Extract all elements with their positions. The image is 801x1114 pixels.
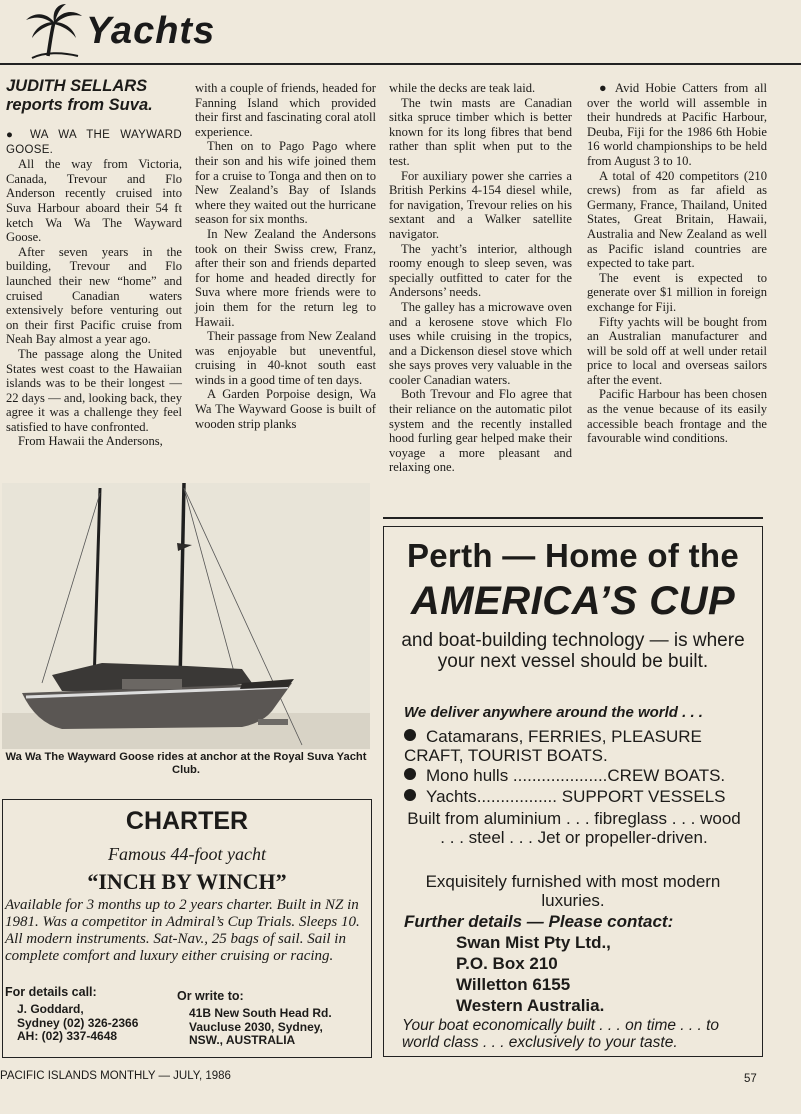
ad-intro: and boat-building technology — is where your next vessel should be built. xyxy=(401,630,745,672)
column-rule xyxy=(383,517,763,519)
charter-advertisement xyxy=(2,799,372,1058)
article-paragraph: A Garden Porpoise design, Wa Wa The Wayward Goose is built of wooden strip planks xyxy=(195,387,376,431)
article-paragraph: All the way from Victoria, Canada, Trevour and Flo Anderson recently cruised into Suva Harbour aboard their 54 ft ketch Wa Wa The Wayward Goose. xyxy=(6,157,182,245)
article-paragraph: The yacht’s interior, although roomy enough to sleep seven, was specially outfitted to cater for the Andersons’ needs. xyxy=(389,241,572,300)
perth-advertisement xyxy=(383,526,763,1057)
ad-list-item: Mono hulls ....................CREW BOATS. xyxy=(404,766,725,785)
bullet-icon xyxy=(404,789,416,801)
ad-headline-americas-cup: AMERICA’S CUP xyxy=(410,579,736,623)
article-paragraph: In New Zealand the Andersons took on their Swiss crew, Franz, after their son and friends departed for home and headed directly for Suva where more friends were to join them for the return leg to Hawaii. xyxy=(195,226,376,329)
footer-publication: PACIFIC ISLANDS MONTHLY — JULY, 1986 xyxy=(0,1070,231,1082)
article-column-1 xyxy=(6,128,182,449)
article-paragraph: Their passage from New Zealand was enjoyable but uneventful, cruising in 40-knot south east winds in a good time of ten days. xyxy=(195,329,376,387)
palm-tree-icon xyxy=(18,4,88,60)
article-subhead: ● WA WA THE WAYWARD GOOSE. xyxy=(6,129,182,156)
charter-subtitle: Famous 44-foot yacht xyxy=(108,844,266,864)
bullet-icon xyxy=(404,768,416,780)
article-paragraph: The passage along the United States west coast to the Hawaiian islands was to be their longest — 22 days — and, looking back, they agree it was a challenge they feel satisfied to have confronted. xyxy=(6,346,182,434)
charter-postal-address: 41B New South Head Rd. Vaucluse 2030, Sydney, NSW., AUSTRALIA xyxy=(189,1006,332,1047)
charter-description: Available for 3 months up to 2 years charter. Built in NZ in 1981. Was a competitor in Admiral’s Cup Trials. Sleeps 10. All modern instruments. Sat-Nav., 25 bags of sail. Sail in complete comfort and luxury either cruising or racing. xyxy=(5,897,360,964)
bullet-icon xyxy=(404,729,416,741)
article-paragraph: The event is expected to generate over $1 million in foreign exchange for Fiji. xyxy=(587,270,767,314)
article-paragraph: From Hawaii the Andersons, xyxy=(18,434,163,449)
article-paragraph: while the decks are teak laid. xyxy=(389,81,536,95)
article-paragraph: with a couple of friends, headed for Fanning Island which provided their first and fascinating coral atoll experience. xyxy=(195,81,376,139)
charter-yacht-name: “INCH BY WINCH” xyxy=(87,869,287,894)
article-column-4 xyxy=(587,81,767,446)
article-column-3 xyxy=(389,81,572,475)
ad-list-item: Catamarans, FERRIES, PLEASURE CRAFT, TOURIST BOATS. xyxy=(404,727,702,765)
article-paragraph: Fifty yachts will be bought from an Australian manufacturer and will be sold off at well under retail price to local and overseas sailors after the event. xyxy=(587,314,767,387)
ad-tagline: Your boat economically built . . . on time . . . to world class . . . exclusively to your taste. xyxy=(402,1017,720,1051)
article-paragraph: The galley has a microwave oven and a kerosene stove which Flo uses while cruising in the tropics, and a Dickenson diesel stove which she says proves very valuable in the cooler Canadian waters. xyxy=(389,299,572,387)
article-paragraph: For auxiliary power she carries a British Perkins 4-154 diesel while, for navigation, Trevour relies on his sextant and a Walker satellite navigator. xyxy=(389,168,572,241)
ad-delivery-line: We deliver anywhere around the world . . . xyxy=(404,704,703,721)
photo-caption: Wa Wa The Wayward Goose rides at anchor at the Royal Suva Yacht Club. xyxy=(5,751,367,776)
ad-list-item: Yachts................. SUPPORT VESSELS xyxy=(404,787,726,806)
charter-phone-contact: J. Goddard, Sydney (02) 326-2366 AH: (02) 337-4648 xyxy=(17,1002,139,1043)
ad-materials: Built from aluminium . . . fibreglass . . . wood . . . steel . . . Jet or propeller-driven. xyxy=(407,809,741,847)
page-number: 57 xyxy=(744,1073,757,1085)
section-header xyxy=(6,4,216,60)
ad-contact-label: Further details — Please contact: xyxy=(404,912,674,931)
yacht-photo xyxy=(2,483,370,749)
charter-details-label: For details call: xyxy=(5,985,97,999)
charter-title: CHARTER xyxy=(125,807,249,835)
article-paragraph: ● Avid Hobie Catters from all over the world will assemble in their hundreds at Pacific Harbour, Deuba, Fiji for the 1986 6th Hobie 16 world championships to be held from August 3 to 10. xyxy=(587,81,767,168)
header-rule xyxy=(0,63,801,65)
ad-furnishing: Exquisitely furnished with most modern luxuries. xyxy=(425,872,721,910)
byline: JUDITH SELLARS reports from Suva. xyxy=(6,77,153,114)
article-paragraph: Both Trevour and Flo agree that their reliance on the automatic pilot system and the recently installed hood furling gear helped make their voyage a more pleasant and relaxing one. xyxy=(389,387,572,475)
article-paragraph: Then on to Pago Pago where their son and his wife joined them for a cruise to Tonga and then on to New Zealand’s Bay of Islands where they waited out the hurricane season for six months. xyxy=(195,139,376,227)
article-paragraph: A total of 420 competitors (210 crews) from as far afield as Germany, France, Thailand, United States, Great Britain, Hawaii, Australia and New Zealand as well as Pacific island countries are expected to take part. xyxy=(587,168,767,271)
section-title: Yachts xyxy=(86,10,216,52)
article-paragraph: Pacific Harbour has been chosen as the venue because of its easily accessible beach frontage and the favourable wind conditions. xyxy=(587,387,767,446)
ad-headline: Perth — Home of the xyxy=(406,537,740,574)
article-paragraph: After seven years in the building, Trevour and Flo launched their new “home” and cruised Canadian waters extensively before venturing out on their first Pacific cruise from Neah Bay almost a year ago. xyxy=(6,244,182,347)
charter-write-label: Or write to: xyxy=(177,989,244,1003)
article-column-2 xyxy=(195,81,376,431)
article-paragraph: The twin masts are Canadian sitka spruce timber which is better known for its long fibres that bend rather than split when put to the test. xyxy=(389,95,572,168)
ad-contact-address: Swan Mist Pty Ltd., P.O. Box 210 Willetton 6155 Western Australia. xyxy=(456,933,611,1015)
